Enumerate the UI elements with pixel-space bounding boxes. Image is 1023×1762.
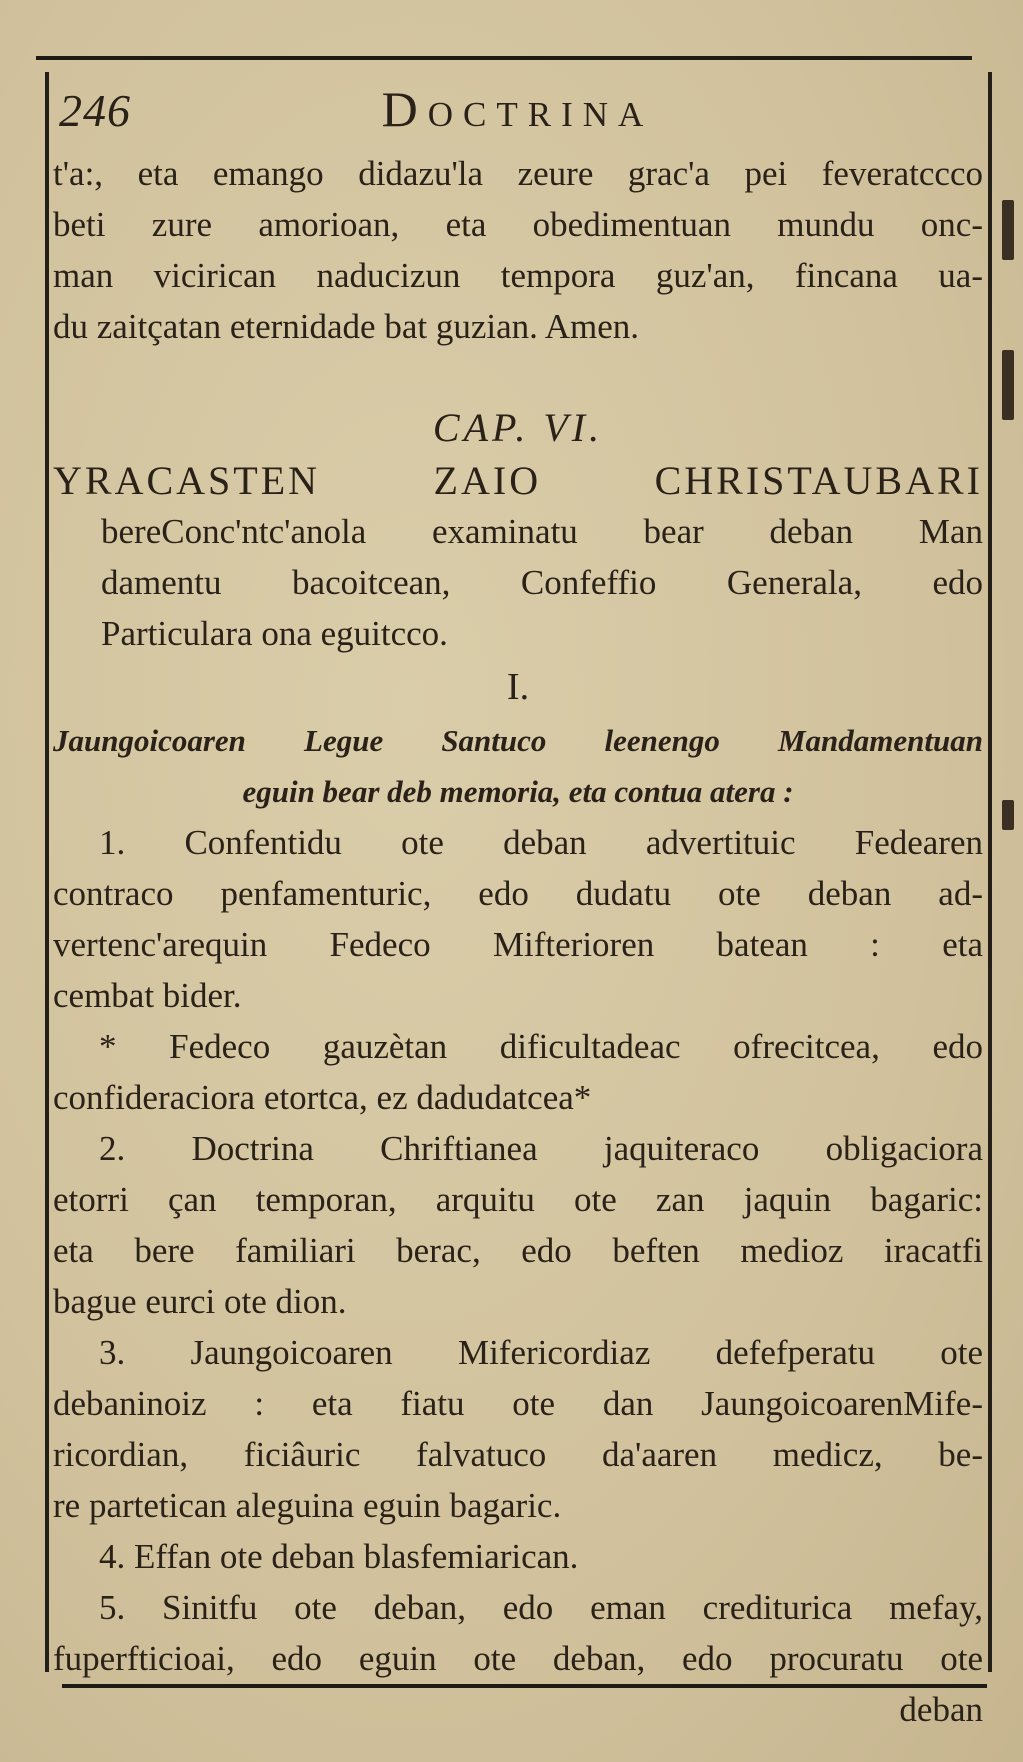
text-line: 5. Sinitfu ote deban, edo eman crediturica mefay, <box>99 1588 983 1627</box>
prayer-ending <box>53 148 983 352</box>
list-item <box>53 1327 983 1531</box>
page-edge-shadow <box>1002 200 1014 260</box>
text-line: bague eurci ote dion. <box>53 1282 347 1321</box>
running-title: Doctrina <box>381 81 654 137</box>
chapter-label: CAP. VI. <box>432 405 604 450</box>
list-item <box>53 1021 983 1123</box>
catchword: deban <box>899 1690 983 1729</box>
text-line: vertenc'arequin Fedeco Mifterioren batean : eta <box>53 925 983 964</box>
chapter-subtitle-line: Particulara ona eguitcco. <box>101 614 448 653</box>
text-line: eta bere familiari berac, edo beften medioz iracatfi <box>53 1231 983 1270</box>
page-body <box>53 148 983 1735</box>
page-number: 246 <box>59 85 131 136</box>
chapter-subtitle-line: damentu bacoitcean, Confeffio Generala, edo <box>101 563 983 602</box>
section-heading-line: eguin bear deb memoria, eta contua atera : <box>242 774 794 809</box>
text-line: beti zure amorioan, eta obedimentuan mundu onc- <box>53 205 983 244</box>
text-line: * Fedeco gauzètan dificultadeac ofrecitcea, edo <box>99 1027 983 1066</box>
list-item <box>53 1531 983 1582</box>
text-line: ricordian, ficiâuric falvatuco da'aaren medicz, be- <box>53 1435 983 1474</box>
bottom-rule <box>62 1684 987 1688</box>
chapter-title: YRACASTEN ZAIO CHRISTAUBARI <box>53 458 983 503</box>
left-border <box>45 72 49 1672</box>
text-line: fuperfticioai, edo eguin ote deban, edo procuratu ote <box>53 1639 983 1678</box>
text-line: du zaitçatan eternidade bat guzian. Amen. <box>53 307 639 346</box>
text-line: contraco penfamenturic, edo dudatu ote deban ad- <box>53 874 983 913</box>
page-edge-shadow <box>1002 800 1014 830</box>
text-line: t'a:, eta emango didazu'la zeure grac'a pei feveratccco <box>53 154 983 193</box>
text-line: etorri çan temporan, arquitu ote zan jaquin bagaric: <box>53 1180 983 1219</box>
text-line: man vicirican naducizun tempora guz'an, fincana ua- <box>53 256 983 295</box>
list-item <box>53 1123 983 1327</box>
top-rule <box>36 56 972 60</box>
text-line: 4. Effan ote deban blasfemiarican. <box>99 1537 579 1576</box>
text-line: re partetican aleguina eguin bagaric. <box>53 1486 562 1525</box>
text-line: 2. Doctrina Chriftianea jaquiteraco obligaciora <box>99 1129 983 1168</box>
text-line: debaninoiz : eta fiatu ote dan JaungoicoarenMife- <box>53 1384 983 1423</box>
text-line: confideraciora etortca, ez dadudatcea* <box>53 1078 592 1117</box>
section-heading-line: Jaungoicoaren Legue Santuco leenengo Mandamentuan <box>53 723 983 758</box>
chapter-subtitle-line: bereConc'ntc'anola examinatu bear deban Man <box>101 512 983 551</box>
page-header <box>55 78 980 142</box>
section-number: I. <box>506 666 530 708</box>
right-border <box>988 72 992 1672</box>
text-line: 3. Jaungoicoaren Mifericordiaz defefperatu ote <box>99 1333 983 1372</box>
text-line: cembat bider. <box>53 976 242 1015</box>
list-item <box>53 1582 983 1684</box>
list-item <box>53 817 983 1021</box>
text-line: 1. Confentidu ote deban advertituic Fedearen <box>99 823 983 862</box>
page-edge-shadow <box>1002 350 1014 420</box>
